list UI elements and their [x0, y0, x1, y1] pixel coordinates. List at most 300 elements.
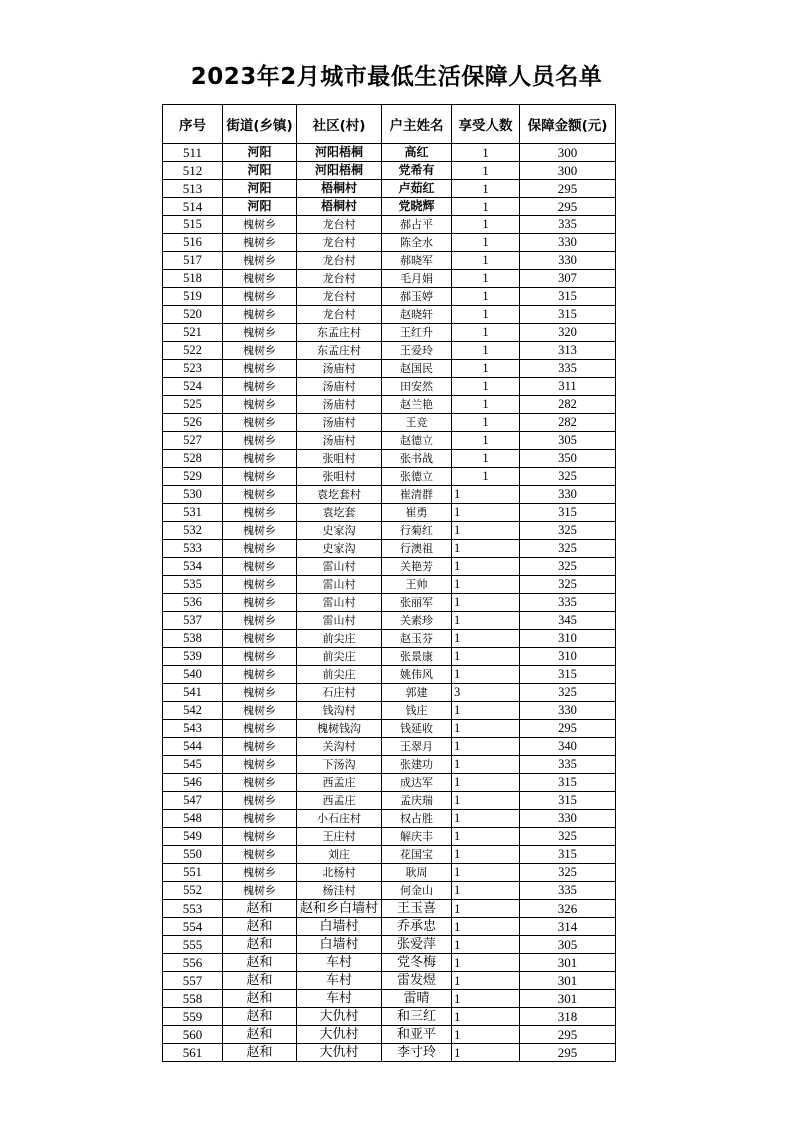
- recipient-table: [162, 104, 616, 1062]
- beneficiaries-cell: 1: [452, 666, 520, 684]
- amount-cell: 305: [520, 936, 616, 954]
- street-cell: 槐树乡: [223, 756, 297, 774]
- community-cell: 史家沟: [297, 540, 382, 558]
- beneficiaries-cell: 1: [452, 738, 520, 756]
- beneficiaries-cell: 1: [452, 270, 520, 288]
- beneficiaries-cell: 1: [452, 792, 520, 810]
- beneficiaries-cell: 1: [452, 774, 520, 792]
- community-cell: 白墙村: [297, 936, 382, 954]
- table-row: [163, 270, 616, 288]
- householder-cell: 赵晓轩: [382, 306, 452, 324]
- householder-cell: 雷晴: [382, 990, 452, 1008]
- serial-cell: 561: [163, 1044, 223, 1062]
- community-cell: 梧桐村: [297, 180, 382, 198]
- table-row: [163, 576, 616, 594]
- beneficiaries-cell: 1: [452, 324, 520, 342]
- beneficiaries-cell: 1: [452, 720, 520, 738]
- beneficiaries-cell: 1: [452, 468, 520, 486]
- householder-cell: 郝玉婷: [382, 288, 452, 306]
- table-row: [163, 738, 616, 756]
- table-row: [163, 864, 616, 882]
- beneficiaries-cell: 1: [452, 648, 520, 666]
- householder-cell: 张景康: [382, 648, 452, 666]
- serial-cell: 517: [163, 252, 223, 270]
- serial-cell: 532: [163, 522, 223, 540]
- householder-cell: 姚伟风: [382, 666, 452, 684]
- amount-cell: 330: [520, 252, 616, 270]
- amount-cell: 340: [520, 738, 616, 756]
- street-cell: 槐树乡: [223, 504, 297, 522]
- beneficiaries-cell: 1: [452, 1008, 520, 1026]
- serial-cell: 527: [163, 432, 223, 450]
- street-cell: 槐树乡: [223, 540, 297, 558]
- table-row: [163, 936, 616, 954]
- beneficiaries-cell: 1: [452, 504, 520, 522]
- householder-cell: 解庆丰: [382, 828, 452, 846]
- beneficiaries-cell: 1: [452, 414, 520, 432]
- beneficiaries-cell: 1: [452, 810, 520, 828]
- householder-cell: 张建功: [382, 756, 452, 774]
- amount-cell: 325: [520, 468, 616, 486]
- beneficiaries-cell: 1: [452, 180, 520, 198]
- community-cell: 龙台村: [297, 288, 382, 306]
- beneficiaries-cell: 1: [452, 864, 520, 882]
- householder-cell: 王帅: [382, 576, 452, 594]
- community-cell: 槐树钱沟: [297, 720, 382, 738]
- serial-cell: 518: [163, 270, 223, 288]
- street-cell: 赵和: [223, 918, 297, 936]
- community-cell: 前尖庄: [297, 648, 382, 666]
- beneficiaries-cell: 1: [452, 882, 520, 900]
- amount-cell: 330: [520, 810, 616, 828]
- householder-cell: 张德立: [382, 468, 452, 486]
- serial-cell: 536: [163, 594, 223, 612]
- amount-cell: 320: [520, 324, 616, 342]
- beneficiaries-cell: 1: [452, 954, 520, 972]
- beneficiaries-cell: 1: [452, 306, 520, 324]
- beneficiaries-cell: 1: [452, 486, 520, 504]
- amount-cell: 350: [520, 450, 616, 468]
- street-cell: 槐树乡: [223, 486, 297, 504]
- street-cell: 槐树乡: [223, 738, 297, 756]
- serial-cell: 553: [163, 900, 223, 918]
- street-cell: 槐树乡: [223, 378, 297, 396]
- serial-cell: 545: [163, 756, 223, 774]
- serial-cell: 556: [163, 954, 223, 972]
- beneficiaries-cell: 1: [452, 450, 520, 468]
- householder-cell: 赵玉芬: [382, 630, 452, 648]
- serial-cell: 515: [163, 216, 223, 234]
- beneficiaries-cell: 1: [452, 432, 520, 450]
- serial-cell: 541: [163, 684, 223, 702]
- table-row: [163, 468, 616, 486]
- table-row: [163, 288, 616, 306]
- header-amount: 保障金额(元): [520, 105, 616, 144]
- community-cell: 张咀村: [297, 468, 382, 486]
- table-row: [163, 1026, 616, 1044]
- serial-cell: 555: [163, 936, 223, 954]
- table-row: [163, 450, 616, 468]
- community-cell: 前尖庄: [297, 666, 382, 684]
- street-cell: 槐树乡: [223, 846, 297, 864]
- community-cell: 梧桐村: [297, 198, 382, 216]
- serial-cell: 513: [163, 180, 223, 198]
- serial-cell: 559: [163, 1008, 223, 1026]
- community-cell: 东孟庄村: [297, 324, 382, 342]
- serial-cell: 535: [163, 576, 223, 594]
- householder-cell: 毛月娟: [382, 270, 452, 288]
- amount-cell: 295: [520, 1044, 616, 1062]
- householder-cell: 张丽军: [382, 594, 452, 612]
- header-serial: 序号: [163, 105, 223, 144]
- community-cell: 汤庙村: [297, 378, 382, 396]
- table-row: [163, 774, 616, 792]
- householder-cell: 党晓辉: [382, 198, 452, 216]
- table-row: [163, 612, 616, 630]
- householder-cell: 赵德立: [382, 432, 452, 450]
- householder-cell: 乔承忠: [382, 918, 452, 936]
- serial-cell: 523: [163, 360, 223, 378]
- community-cell: 白墙村: [297, 918, 382, 936]
- serial-cell: 543: [163, 720, 223, 738]
- serial-cell: 548: [163, 810, 223, 828]
- table-row: [163, 360, 616, 378]
- beneficiaries-cell: 1: [452, 576, 520, 594]
- householder-cell: 和亚平: [382, 1026, 452, 1044]
- street-cell: 槐树乡: [223, 396, 297, 414]
- amount-cell: 335: [520, 360, 616, 378]
- householder-cell: 郝占平: [382, 216, 452, 234]
- householder-cell: 高红: [382, 144, 452, 162]
- serial-cell: 554: [163, 918, 223, 936]
- beneficiaries-cell: 1: [452, 972, 520, 990]
- beneficiaries-cell: 1: [452, 378, 520, 396]
- householder-cell: 钱延收: [382, 720, 452, 738]
- beneficiaries-cell: 1: [452, 342, 520, 360]
- serial-cell: 512: [163, 162, 223, 180]
- amount-cell: 315: [520, 846, 616, 864]
- community-cell: 雷山村: [297, 612, 382, 630]
- community-cell: 雷山村: [297, 594, 382, 612]
- table-body: [163, 144, 616, 1062]
- community-cell: 汤庙村: [297, 396, 382, 414]
- community-cell: 赵和乡白墙村: [297, 900, 382, 918]
- householder-cell: 党冬梅: [382, 954, 452, 972]
- beneficiaries-cell: 1: [452, 540, 520, 558]
- header-beneficiaries: 享受人数: [452, 105, 520, 144]
- community-cell: 西孟庄: [297, 792, 382, 810]
- beneficiaries-cell: 1: [452, 702, 520, 720]
- street-cell: 河阳: [223, 162, 297, 180]
- table-row: [163, 432, 616, 450]
- beneficiaries-cell: 1: [452, 612, 520, 630]
- street-cell: 槐树乡: [223, 666, 297, 684]
- table-row: [163, 990, 616, 1008]
- amount-cell: 315: [520, 666, 616, 684]
- amount-cell: 325: [520, 558, 616, 576]
- street-cell: 槐树乡: [223, 216, 297, 234]
- community-cell: 车村: [297, 972, 382, 990]
- table-row: [163, 558, 616, 576]
- serial-cell: 516: [163, 234, 223, 252]
- amount-cell: 295: [520, 180, 616, 198]
- amount-cell: 315: [520, 288, 616, 306]
- amount-cell: 295: [520, 1026, 616, 1044]
- street-cell: 槐树乡: [223, 324, 297, 342]
- table-row: [163, 720, 616, 738]
- serial-cell: 558: [163, 990, 223, 1008]
- community-cell: 刘庄: [297, 846, 382, 864]
- householder-cell: 张爱萍: [382, 936, 452, 954]
- amount-cell: 307: [520, 270, 616, 288]
- beneficiaries-cell: 1: [452, 522, 520, 540]
- serial-cell: 540: [163, 666, 223, 684]
- householder-cell: 王翠月: [382, 738, 452, 756]
- householder-cell: 李寸玲: [382, 1044, 452, 1062]
- table-row: [163, 810, 616, 828]
- community-cell: 下汤沟: [297, 756, 382, 774]
- table-row: [163, 504, 616, 522]
- amount-cell: 335: [520, 756, 616, 774]
- beneficiaries-cell: 1: [452, 198, 520, 216]
- table-row: [163, 972, 616, 990]
- amount-cell: 282: [520, 396, 616, 414]
- beneficiaries-cell: 1: [452, 846, 520, 864]
- street-cell: 槐树乡: [223, 576, 297, 594]
- householder-cell: 钱庄: [382, 702, 452, 720]
- householder-cell: 张书战: [382, 450, 452, 468]
- table-row: [163, 792, 616, 810]
- amount-cell: 301: [520, 954, 616, 972]
- beneficiaries-cell: 1: [452, 216, 520, 234]
- householder-cell: 赵兰艳: [382, 396, 452, 414]
- table-row: [163, 882, 616, 900]
- amount-cell: 330: [520, 234, 616, 252]
- householder-cell: 赵国民: [382, 360, 452, 378]
- serial-cell: 557: [163, 972, 223, 990]
- street-cell: 槐树乡: [223, 630, 297, 648]
- householder-cell: 成达军: [382, 774, 452, 792]
- householder-cell: 权占胜: [382, 810, 452, 828]
- serial-cell: 547: [163, 792, 223, 810]
- street-cell: 槐树乡: [223, 882, 297, 900]
- table-row: [163, 918, 616, 936]
- community-cell: 史家沟: [297, 522, 382, 540]
- amount-cell: 313: [520, 342, 616, 360]
- amount-cell: 315: [520, 792, 616, 810]
- street-cell: 槐树乡: [223, 414, 297, 432]
- amount-cell: 282: [520, 414, 616, 432]
- beneficiaries-cell: 1: [452, 936, 520, 954]
- table-row: [163, 198, 616, 216]
- street-cell: 槐树乡: [223, 828, 297, 846]
- householder-cell: 党希有: [382, 162, 452, 180]
- community-cell: 王庄村: [297, 828, 382, 846]
- householder-cell: 卢茹红: [382, 180, 452, 198]
- table-row: [163, 414, 616, 432]
- street-cell: 槐树乡: [223, 342, 297, 360]
- serial-cell: 511: [163, 144, 223, 162]
- street-cell: 赵和: [223, 1044, 297, 1062]
- community-cell: 汤庙村: [297, 360, 382, 378]
- householder-cell: 何金山: [382, 882, 452, 900]
- community-cell: 汤庙村: [297, 432, 382, 450]
- street-cell: 槐树乡: [223, 432, 297, 450]
- street-cell: 河阳: [223, 144, 297, 162]
- amount-cell: 345: [520, 612, 616, 630]
- street-cell: 赵和: [223, 954, 297, 972]
- community-cell: 河阳梧桐: [297, 162, 382, 180]
- community-cell: 大仇村: [297, 1008, 382, 1026]
- table-row: [163, 702, 616, 720]
- community-cell: 龙台村: [297, 252, 382, 270]
- street-cell: 槐树乡: [223, 522, 297, 540]
- header-community: 社区(村): [297, 105, 382, 144]
- beneficiaries-cell: 1: [452, 1026, 520, 1044]
- amount-cell: 325: [520, 576, 616, 594]
- serial-cell: 552: [163, 882, 223, 900]
- amount-cell: 300: [520, 162, 616, 180]
- serial-cell: 534: [163, 558, 223, 576]
- amount-cell: 330: [520, 486, 616, 504]
- street-cell: 赵和: [223, 990, 297, 1008]
- table-row: [163, 756, 616, 774]
- serial-cell: 530: [163, 486, 223, 504]
- beneficiaries-cell: 1: [452, 630, 520, 648]
- amount-cell: 315: [520, 774, 616, 792]
- table-row: [163, 522, 616, 540]
- street-cell: 槐树乡: [223, 234, 297, 252]
- householder-cell: 和三红: [382, 1008, 452, 1026]
- serial-cell: 549: [163, 828, 223, 846]
- beneficiaries-cell: 1: [452, 1044, 520, 1062]
- street-cell: 槐树乡: [223, 612, 297, 630]
- street-cell: 槐树乡: [223, 558, 297, 576]
- serial-cell: 522: [163, 342, 223, 360]
- table-row: [163, 396, 616, 414]
- householder-cell: 孟庆瑞: [382, 792, 452, 810]
- amount-cell: 311: [520, 378, 616, 396]
- householder-cell: 关艳芳: [382, 558, 452, 576]
- street-cell: 槐树乡: [223, 270, 297, 288]
- amount-cell: 315: [520, 504, 616, 522]
- serial-cell: 550: [163, 846, 223, 864]
- householder-cell: 关素珍: [382, 612, 452, 630]
- street-cell: 槐树乡: [223, 792, 297, 810]
- street-cell: 河阳: [223, 180, 297, 198]
- community-cell: 车村: [297, 990, 382, 1008]
- amount-cell: 325: [520, 828, 616, 846]
- community-cell: 西孟庄: [297, 774, 382, 792]
- beneficiaries-cell: 3: [452, 684, 520, 702]
- amount-cell: 335: [520, 594, 616, 612]
- page-title: 2023年2月城市最低生活保障人员名单: [190, 64, 603, 90]
- serial-cell: 519: [163, 288, 223, 306]
- amount-cell: 318: [520, 1008, 616, 1026]
- serial-cell: 537: [163, 612, 223, 630]
- amount-cell: 300: [520, 144, 616, 162]
- street-cell: 赵和: [223, 936, 297, 954]
- serial-cell: 560: [163, 1026, 223, 1044]
- beneficiaries-cell: 1: [452, 900, 520, 918]
- table-row: [163, 378, 616, 396]
- amount-cell: 325: [520, 540, 616, 558]
- beneficiaries-cell: 1: [452, 594, 520, 612]
- householder-cell: 郭建: [382, 684, 452, 702]
- street-cell: 槐树乡: [223, 306, 297, 324]
- table-row: [163, 594, 616, 612]
- table-row: [163, 954, 616, 972]
- table-row: [163, 1044, 616, 1062]
- serial-cell: 544: [163, 738, 223, 756]
- beneficiaries-cell: 1: [452, 828, 520, 846]
- beneficiaries-cell: 1: [452, 360, 520, 378]
- amount-cell: 325: [520, 522, 616, 540]
- beneficiaries-cell: 1: [452, 252, 520, 270]
- community-cell: 东孟庄村: [297, 342, 382, 360]
- community-cell: 张咀村: [297, 450, 382, 468]
- householder-cell: 郝晓军: [382, 252, 452, 270]
- table-row: [163, 234, 616, 252]
- serial-cell: 546: [163, 774, 223, 792]
- table-row: [163, 666, 616, 684]
- street-cell: 赵和: [223, 900, 297, 918]
- householder-cell: 花国宝: [382, 846, 452, 864]
- table-row: [163, 846, 616, 864]
- header-householder: 户主姓名: [382, 105, 452, 144]
- householder-cell: 耿周: [382, 864, 452, 882]
- householder-cell: 崔清群: [382, 486, 452, 504]
- community-cell: 雷山村: [297, 558, 382, 576]
- householder-cell: 崔勇: [382, 504, 452, 522]
- beneficiaries-cell: 1: [452, 288, 520, 306]
- beneficiaries-cell: 1: [452, 756, 520, 774]
- street-cell: 赵和: [223, 972, 297, 990]
- community-cell: 钱沟村: [297, 702, 382, 720]
- householder-cell: 王爱玲: [382, 342, 452, 360]
- community-cell: 大仇村: [297, 1026, 382, 1044]
- street-cell: 槐树乡: [223, 648, 297, 666]
- street-cell: 槐树乡: [223, 288, 297, 306]
- table-header-row: [163, 105, 616, 144]
- householder-cell: 王竞: [382, 414, 452, 432]
- table-row: [163, 342, 616, 360]
- community-cell: 北杨村: [297, 864, 382, 882]
- amount-cell: 295: [520, 720, 616, 738]
- amount-cell: 314: [520, 918, 616, 936]
- street-cell: 河阳: [223, 198, 297, 216]
- beneficiaries-cell: 1: [452, 234, 520, 252]
- serial-cell: 525: [163, 396, 223, 414]
- beneficiaries-cell: 1: [452, 396, 520, 414]
- street-cell: 槐树乡: [223, 450, 297, 468]
- amount-cell: 315: [520, 306, 616, 324]
- street-cell: 槐树乡: [223, 468, 297, 486]
- street-cell: 赵和: [223, 1008, 297, 1026]
- amount-cell: 335: [520, 216, 616, 234]
- serial-cell: 520: [163, 306, 223, 324]
- street-cell: 槐树乡: [223, 810, 297, 828]
- beneficiaries-cell: 1: [452, 558, 520, 576]
- street-cell: 槐树乡: [223, 774, 297, 792]
- amount-cell: 305: [520, 432, 616, 450]
- table-row: [163, 180, 616, 198]
- community-cell: 车村: [297, 954, 382, 972]
- street-cell: 槐树乡: [223, 594, 297, 612]
- community-cell: 杨洼村: [297, 882, 382, 900]
- amount-cell: 301: [520, 990, 616, 1008]
- table-row: [163, 630, 616, 648]
